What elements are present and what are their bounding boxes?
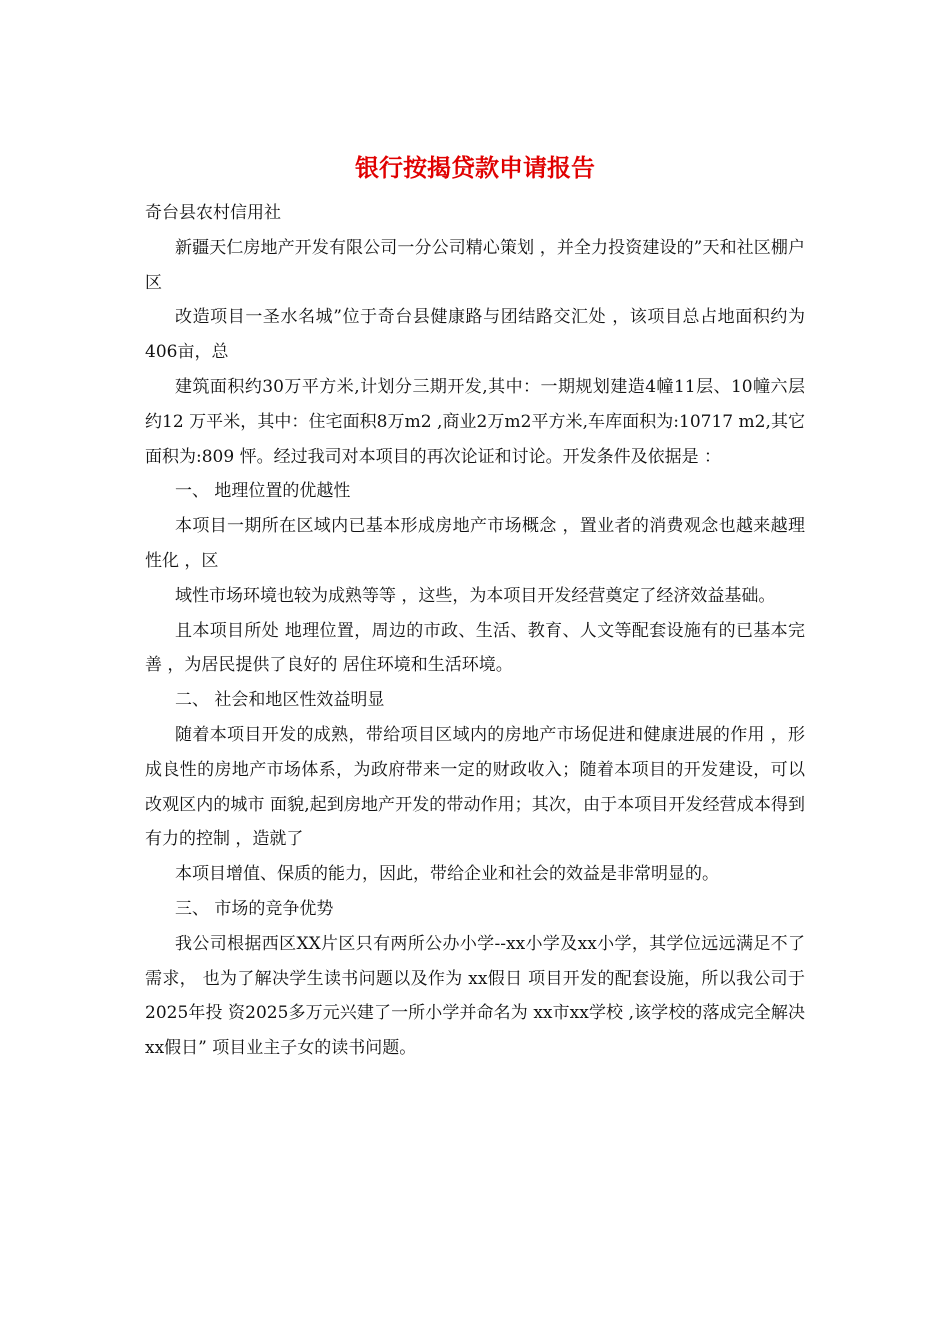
addressee: 奇台县农村信用社	[145, 203, 281, 223]
section-heading: 三、 市场的竞争优势	[175, 898, 334, 919]
body-paragraph: 我公司根据西区XX片区只有两所公办小学--xx小学及xx小学，其学位远远满足不了需求， 也为了解决学生读书问题以及作为 xx假日 项目开发的配套设施，所以我公司于2025年投 资2025多万元兴建了一所小学并命名为 xx市xx学校 ,该学校的落成完全解决 xx假日” 项目业主子女的读书问题。	[145, 933, 811, 1059]
body-paragraph: 本项目增值、保质的能力，因此，带给企业和社会的效益是非常明显的。	[175, 864, 719, 885]
document-body	[145, 196, 811, 1066]
body-paragraph: 新疆天仁房地产开发有限公司一分公司精心策划 ，并全力投资建设的”天和社区棚户区	[145, 237, 805, 293]
body-paragraph: 本项目一期所在区域内已基本形成房地产市场概念 ，置业者的消费观念也越来越理性化 ，区	[145, 516, 805, 571]
document-title: 银行按揭贷款申请报告	[355, 153, 595, 182]
body-paragraph: 随着本项目开发的成熟，带给项目区域内的房地产市场促进和健康进展的作用 ，形成良性的房地产市场体系，为政府带来一定的财政收入；随着本项目的开发建设，可以改观区内的城市 面貌,起到房地产开发的带动作用；其次，由于本项目开发经营成本得到有力的控制 ，造就了	[145, 724, 805, 850]
section-heading: 二、 社会和地区性效益明显	[175, 690, 385, 711]
body-paragraph: 且本项目所处 地理位置，周边的市政、生活、教育、人文等配套设施有的已基本完善 ，为居民提供了良好的 居住环境和生活环境。	[145, 620, 805, 676]
body-paragraph: 改造项目一圣水名城”位于奇台县健康路与团结路交汇处 ，该项目总占地面积约为 406亩，总	[145, 307, 811, 363]
body-paragraph: 域性市场环境也较为成熟等等 ，这些，为本项目开发经营奠定了经济效益基础。	[175, 585, 776, 606]
body-paragraph: 建筑面积约30万平方米,计划分三期开发,其中：一期规划建造4幢11层、10幢六层约12 万平米，其中：住宅面积8万m2 ,商业2万m2平方米,车库面积为:10717 m2,其它面积为:809 怦。经过我司对本项目的再次论证和讨论。开发条件及依据是 ：	[145, 376, 805, 467]
section-heading: 一、 地理位置的优越性	[175, 481, 351, 502]
